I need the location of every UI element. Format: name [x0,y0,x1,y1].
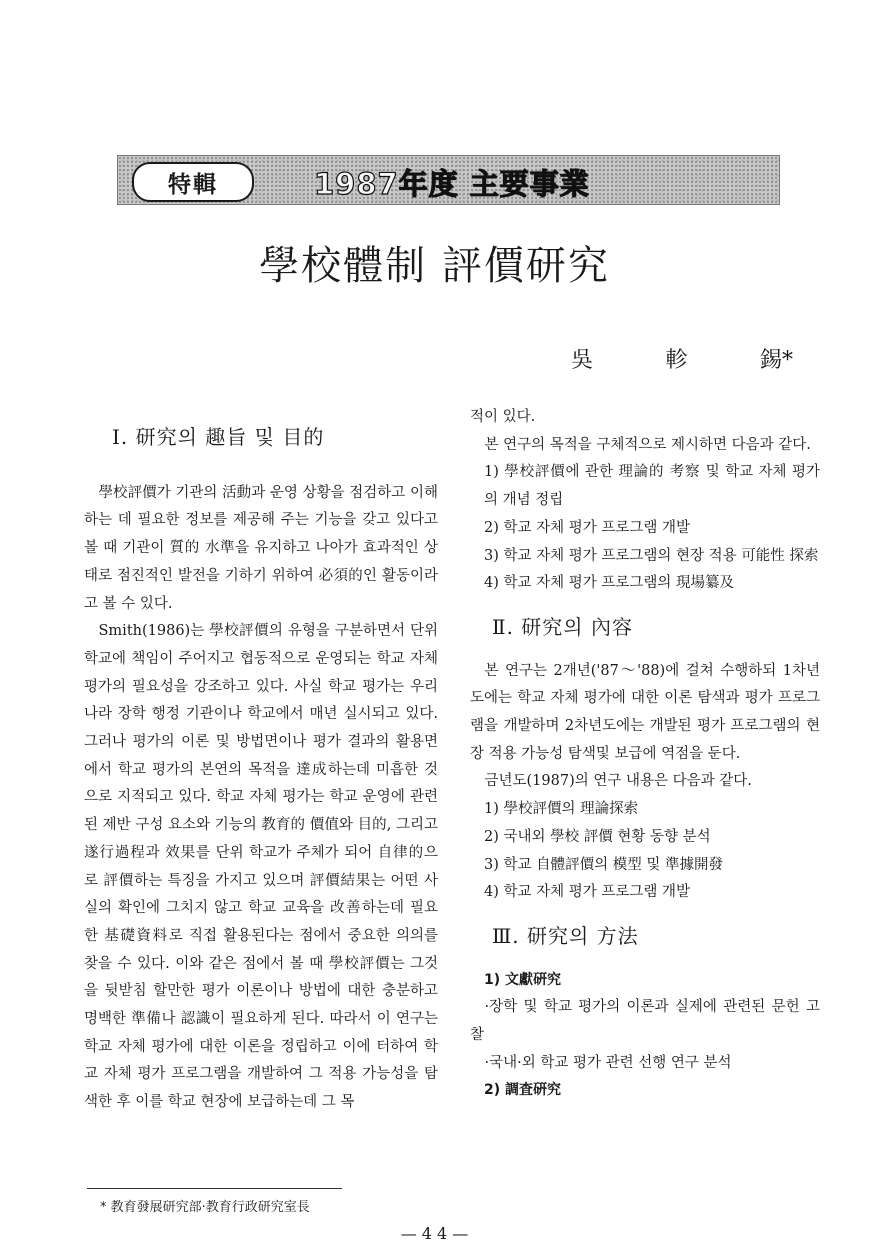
paragraph: Smith(1986)는 學校評價의 유형을 구분하면서 단위 학교에 책임이 주어지고 협동적으로 운영되는 학교 자체 평가의 필요성을 강조하고 있다. 사실 학교 평가는 우리 나라 장학 행정 기관이나 학교에서 매년 실시되고 있다. 그러나 평가의 이론 및 방법면이나 평가 결과의 활용면에서 학교 평가의 본연의 목적을 達成하는데 미흡한 것으로 지적되고 있다. 학교 자체 평가는 학교 운영에 관련된 제반 구성 요소와 기능의 教育的 價值와 目的, 그리고 遂行過程과 效果를 단위 학교가 주체가 되어 自律的으로 評價하는 특징을 가지고 있으며 評價結果는 어떤 사실의 확인에 그치지 않고 학교 교육을 改善하는데 필요한 基礎資料로 직접 활용된다는 점에서 중요한 의의를 찾을 수 있다. 이와 같은 점에서 볼 때 學校評價는 그것을 뒷받침 할만한 평가 이론이나 방법에 대한 충분하고 명백한 準備나 認識이 필요하게 된다. 따라서 이 연구는 학교 자체 평가에 대한 이론을 정립하고 이에 터하여 학교 자체 평가 프로그램을 개발하여 그 적용 가능성을 탐색한 후 이를 학교 현장에 보급하는데 그 목 [84,623,438,1111]
paragraph-continuation: 적이 있다. [470,409,536,425]
footnote: * 教育發展研究部·教育行政研究室長 [100,1200,310,1215]
list-item: ·국내·외 학교 평가 관련 선행 연구 분석 [484,1054,732,1071]
list-item: 3) 학교 自體評價의 模型 및 準據開發 [484,856,723,873]
paragraph: 본 연구는 2개년('87～'88)에 걸쳐 수행하되 1차년도에는 학교 자체 평가에 대한 이론 탐색과 평가 프로그램을 개발하며 2차년도에는 개발된 평가 프로그램의 현장 적용 가능성 탐색및 보급에 역점을 둔다. [470,662,820,762]
left-column [84,424,438,1117]
list-item: 2) 학교 자체 평가 프로그램 개발 [484,519,691,536]
special-issue-badge: 特輯 [132,162,254,202]
list-item: ·장학 및 학교 평가의 이론과 실제에 관련된 문헌 고찰 [470,999,820,1044]
author-char: 錫* [759,348,793,373]
list-item: 3) 학교 자체 평가 프로그램의 현장 적용 可能性 探索 [484,547,819,564]
page-number: — 4 4 — [400,1224,469,1243]
spacer [470,951,820,967]
paragraph: 學校評價가 기관의 活動과 운영 상황을 점검하고 이해하는 데 필요한 정보를 제공해 주는 기능을 갖고 있다고 볼 때 기관이 質的 水準을 유지하고 나아가 효과적인 상태로 점진적인 발전을 기하기 위하여 必須的인 활동이라고 볼 수 있다. [84,484,438,612]
section-heading-3: Ⅲ. 研究의 方法 [492,923,639,948]
spacer [470,642,820,658]
section-banner [117,155,780,205]
list-item: 4) 학교 자체 평가 프로그램 개발 [484,884,691,901]
list-item: 1) 學校評價의 理論探索 [484,801,639,818]
banner-title: 1987年度 主要事業 [314,167,590,201]
section-heading-2: Ⅱ. 研究의 內容 [492,614,633,639]
method-heading: 1) 文獻硏究 [484,971,562,988]
section-heading-1: Ⅰ. 研究의 趣旨 및 目的 [112,425,325,449]
list-item: 4) 학교 자체 평가 프로그램의 現場纂及 [484,575,735,592]
author-char: 吳 [571,348,594,373]
footnote-divider [87,1188,342,1189]
year-intro: 금년도(1987)의 연구 내용은 다음과 같다. [484,773,752,790]
author-char: 軫 [665,348,688,373]
spacer [470,907,820,923]
method-heading: 2) 調査硏究 [484,1082,562,1099]
list-item: 1) 學校評價에 관한 理論的 考察 및 학교 자체 평가의 개념 정립 [484,464,820,509]
list-item: 2) 국내외 學校 評價 현황 동향 분석 [484,828,711,845]
author-name [571,343,793,374]
spacer [470,598,820,614]
objectives-intro: 본 연구의 목적을 구체적으로 제시하면 다음과 같다. [484,436,811,453]
right-column [470,404,820,1105]
spacer [84,452,438,480]
article-title: 學校體制 評價研究 [259,243,610,289]
